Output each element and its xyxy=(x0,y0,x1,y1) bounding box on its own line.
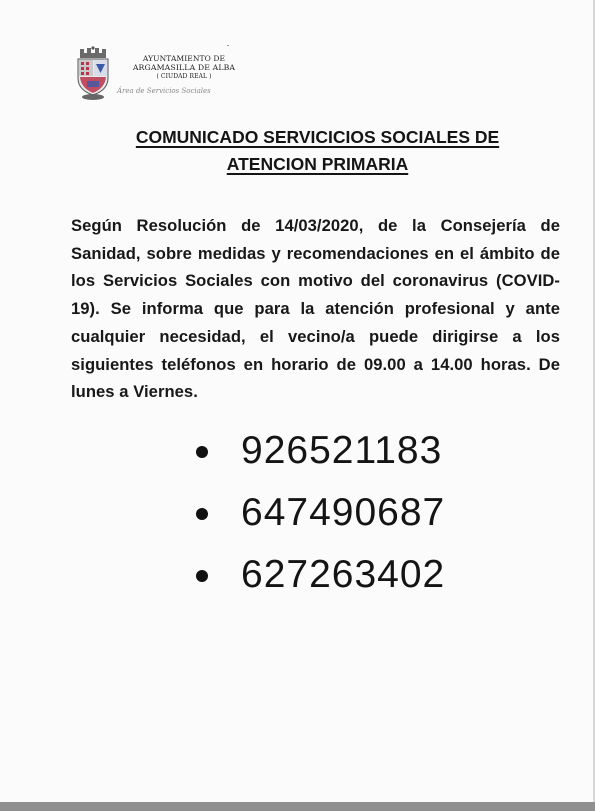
scan-mark xyxy=(227,45,229,46)
document-title xyxy=(60,124,575,178)
title-line2: ATENCION PRIMARIA xyxy=(226,154,409,174)
org-name-line2: ARGAMASILLA DE ALBA xyxy=(132,63,236,72)
phone-number[interactable]: 926521183 xyxy=(241,429,443,472)
phone-list-item xyxy=(190,487,490,549)
notice-paragraph: Según Resolución de 14/03/2020, de la Consejería de Sanidad, sobre medidas y recomendaciones en el ámbito de los Servicios Sociales con motivo del coronavirus (COVID-19). Se informa que para la atención profesional y ante cualquier necesidad, el vecino/a puede dirigirse a los siguientes teléfonos en horario de 09.00 a 14.00 horas. De lunes a Viernes. xyxy=(71,216,560,402)
bullet-icon xyxy=(196,570,208,582)
phone-list-item xyxy=(190,425,490,487)
title-line1: COMUNICADO SERVICICIOS SOCIALES DE xyxy=(135,127,500,147)
org-name-line1: AYUNTAMIENTO DE xyxy=(142,54,226,63)
coat-of-arms-icon xyxy=(75,46,111,102)
phone-number[interactable]: 647490687 xyxy=(241,491,446,534)
letterhead xyxy=(75,46,245,108)
scan-border-bottom xyxy=(0,802,595,811)
bullet-icon xyxy=(196,508,208,520)
organization-name xyxy=(119,54,249,81)
department-name: Área de Servicios Sociales xyxy=(117,87,211,95)
phone-number[interactable]: 627263402 xyxy=(241,553,446,596)
phone-list xyxy=(190,425,490,611)
phone-list-item xyxy=(190,549,490,611)
org-name-line3: ( CIUDAD REAL ) xyxy=(156,73,212,80)
bullet-icon xyxy=(196,446,208,458)
